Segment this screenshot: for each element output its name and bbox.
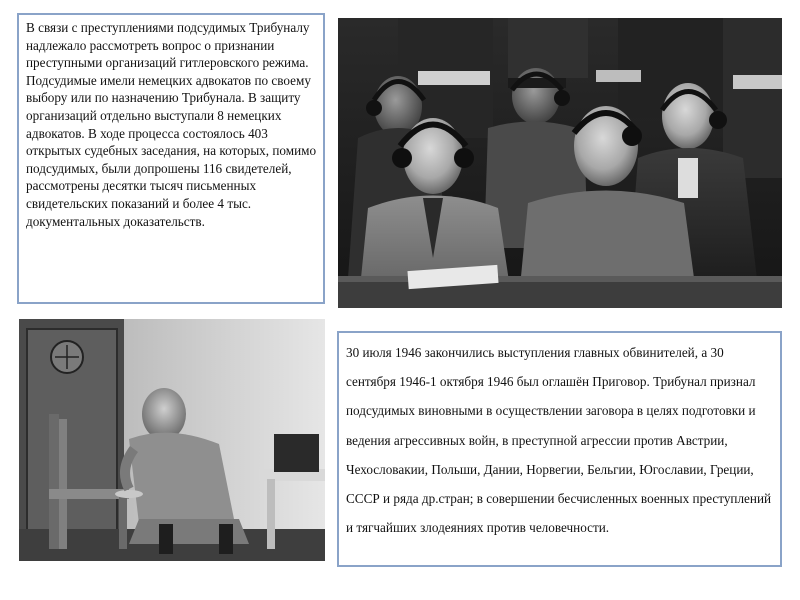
photo-defendants-dock	[338, 18, 782, 308]
text-block-top: В связи с преступлениями подсудимых Трибуналу надлежало рассмотреть вопрос о признании преступными организаций гитлеровского режима. Подсудимые имели немецких адвокатов по своему выбору или по назначению Трибунала. В защиту организаций отдельно выступали 8 немецких адвокатов. В ходе процесса состоялось 403 открытых судебных заседания, на которых, помимо подсудимых, были допрошены 116 свидетелей, рассмотрены десятки тысяч письменных свидетельских показаний и более 4 тыс. документальных доказательств.	[17, 13, 325, 304]
photo-defendant-cell	[19, 319, 325, 561]
text-block-bottom: 30 июля 1946 закончились выступления главных обвинителей, а 30 сентября 1946-1 октября 1946 был оглашён Приговор. Трибунал признал подсудимых виновными в осуществлении заговора в целях подготовки и ведения агрессивных войн, в преступной агрессии против Австрии, Чехословакии, Польши, Дании, Норвегии, Бельгии, Югославии, Греции, СССР и ряда др.стран; в совершении бесчисленных военных преступлений и тягчайших злодеяниях против человечности.	[337, 331, 782, 567]
